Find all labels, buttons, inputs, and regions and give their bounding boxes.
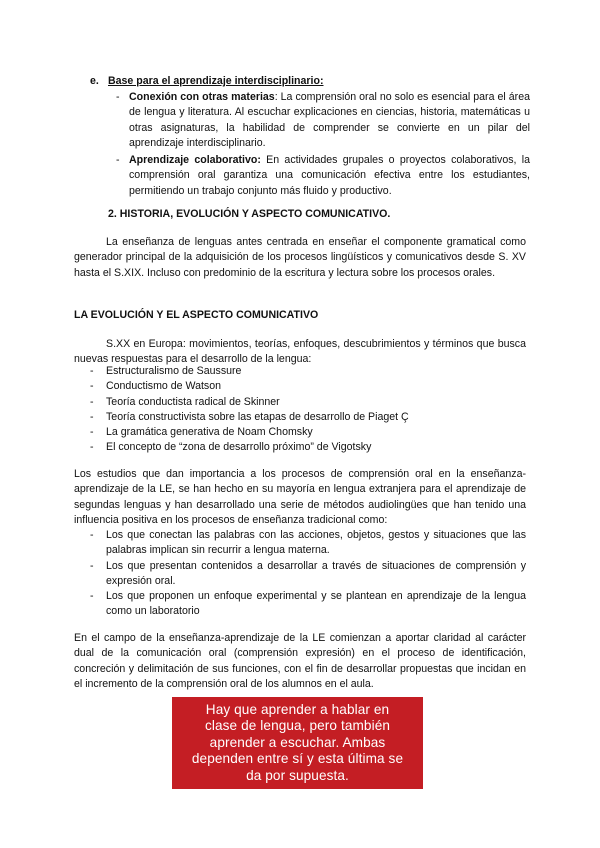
quote-banner	[172, 697, 423, 789]
section-e-list	[90, 90, 530, 199]
paragraph-intro: La enseñanza de lenguas antes centrada en enseñar el componente gramatical como generador principal de la adquisición de los procesos lingüísticos y comunicativos desde S. XV hasta el S.XIX. Incluso con predominio de la escritura y lectura sobre los procesos orales.	[74, 236, 526, 279]
quote-line: aprender a escuchar. Ambas	[209, 734, 386, 750]
section-e	[90, 74, 530, 199]
quote-text	[178, 702, 418, 784]
list-item: - La gramática generativa de Noam Chomsky	[74, 425, 526, 440]
list-item: - Los que proponen un enfoque experimental y se plantean en aprendizaje de la lengua como un laboratorio	[74, 589, 526, 620]
section-heading-history: 2. HISTORIA, EVOLUCIÓN Y ASPECTO COMUNICATIVO.	[108, 208, 391, 220]
list-item: - Los que presentan contenidos a desarrollar a través de situaciones de comprensión y expresión oral.	[74, 559, 526, 590]
section-e-title: Base para el aprendizaje interdisciplinario:	[108, 75, 324, 87]
quote-line: Hay que aprender a hablar en	[205, 701, 390, 717]
item-text: En actividades grupales o proyectos colaborativos, la comprensión oral garantiza una comunicación efectiva entre los estudiantes, permitiendo un trabajo conjunto más fluido y productivo.	[129, 154, 530, 197]
quote-line: da por supuesta.	[246, 767, 349, 783]
quote-line: dependen entre sí y esta última se	[191, 751, 404, 767]
paragraph-studies: Los estudios que dan importancia a los procesos de comprensión oral en la enseñanza-aprendizaje de la LE, se han hecho en su mayoría en lengua extranjera para el aprendizaje de segundas lenguas y han desarrollado una serie de métodos audiolingües que han tenido una influencia positiva en los procesos de enseñanza tradicional como:	[74, 468, 526, 526]
list-item: - El concepto de “zona de desarrollo próximo” de Vigotsky	[74, 440, 526, 455]
section-heading-evolution: LA EVOLUCIÓN Y EL ASPECTO COMUNICATIVO	[74, 309, 319, 321]
list-item: - Estructuralismo de Saussure	[74, 364, 526, 379]
paragraph-europe: S.XX en Europa: movimientos, teorías, enfoques, descubrimientos y términos que busca nuevas respuestas para el desarrollo de la lengua:	[74, 338, 526, 366]
list-item	[90, 90, 530, 151]
quote-line: clase de lengua, pero también	[204, 718, 391, 734]
list-item: - Teoría constructivista sobre las etapas de desarrollo de Piaget Ç	[74, 410, 526, 425]
list-item	[90, 153, 530, 199]
theories-list	[74, 364, 526, 456]
section-e-heading	[90, 74, 530, 89]
methods-list	[74, 528, 526, 620]
paragraph-field: En el campo de la enseñanza-aprendizaje de la LE comienzan a aportar claridad al carácter dual de la comunicación oral (comprensión expresión) en el proceso de identificación, concreción y delimitación de sus funciones, con el fin de desarrollar propuestas que incidan en el incremento de la comprensión oral de los alumnos en el aula.	[74, 632, 526, 690]
section-e-letter: e.	[90, 75, 99, 87]
list-item: - Los que conectan las palabras con las acciones, objetos, gestos y situaciones que las palabras implican sin recurrir a lengua materna.	[74, 528, 526, 559]
item-label: Aprendizaje colaborativo:	[129, 154, 261, 167]
item-text: : La comprensión oral no solo es esencial para el área de lengua y literatura. Al escuchar explicaciones en ciencias, historia, matemáticas u otras asignaturas, la habilidad de comprender se convierte en un pilar del aprendizaje interdisciplinario.	[129, 91, 530, 149]
list-item: - Teoría conductista radical de Skinner	[74, 395, 526, 410]
item-label: Conexión con otras materias	[129, 91, 275, 103]
list-item: - Conductismo de Watson	[74, 379, 526, 394]
